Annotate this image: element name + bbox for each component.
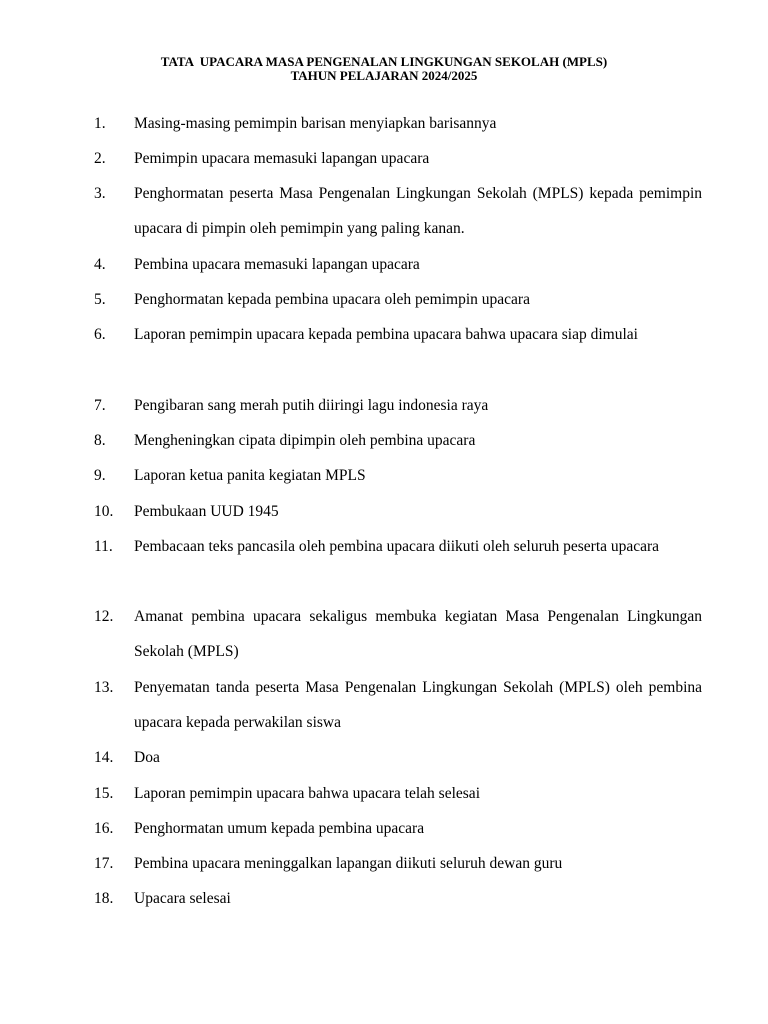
list-item-number: 13. (94, 679, 114, 696)
list-item-text: Penghormatan umum kepada pembina upacara (134, 820, 425, 837)
list-item-number: 10. (94, 503, 114, 520)
list-item-number: 8. (94, 432, 106, 449)
list-item-number: 5. (94, 291, 106, 308)
list-item-text: Pembacaan teks pancasila oleh pembina upacara diikuti oleh seluruh peserta upacara (134, 538, 660, 555)
list-item-text: Penyematan tanda peserta Masa Pengenalan Lingkungan Sekolah (MPLS) oleh pembina upacara kepada perwakilan siswa (134, 679, 702, 732)
list-item-number: 9. (94, 467, 106, 484)
list-item-number: 2. (94, 150, 106, 167)
list-item-number: 11. (94, 538, 113, 555)
list-item-text: Mengheningkan cipata dipimpin oleh pembina upacara (134, 432, 476, 449)
list-item-text: Pengibaran sang merah putih diiringi lagu indonesia raya (134, 397, 489, 414)
list-item-number: 12. (94, 608, 114, 625)
list-item-number: 16. (94, 820, 114, 837)
list-item-number: 18. (94, 890, 114, 907)
list-item-number: 1. (94, 115, 106, 132)
list-item-number: 15. (94, 785, 114, 802)
list-item-number: 14. (94, 749, 114, 766)
document-title: TATA UPACARA MASA PENGENALAN LINGKUNGAN SEKOLAH (MPLS) (160, 54, 608, 69)
list-item-number: 6. (94, 326, 106, 343)
list-item-number: 4. (94, 256, 106, 273)
list-item-text: Doa (134, 749, 160, 766)
list-item-text: Masing-masing pemimpin barisan menyiapkan barisannya (134, 115, 497, 132)
list-item-text: Upacara selesai (134, 890, 231, 907)
list-item-text: Pembina upacara memasuki lapangan upacara (134, 256, 420, 273)
list-item-text: Pembina upacara meninggalkan lapangan diikuti seluruh dewan guru (134, 855, 563, 872)
list-item-text: Pemimpin upacara memasuki lapangan upacara (134, 150, 430, 167)
list-item-number: 7. (94, 397, 106, 414)
list-item-number: 3. (94, 185, 106, 202)
list-item-text: Laporan ketua panita kegiatan MPLS (134, 467, 366, 484)
list-item-text: Penghormatan kepada pembina upacara oleh pemimpin upacara (134, 291, 530, 308)
list-item-text: Laporan pemimpin upacara bahwa upacara telah selesai (134, 785, 480, 802)
list-item-text: Amanat pembina upacara sekaligus membuka kegiatan Masa Pengenalan Lingkungan Sekolah (MPLS) (134, 608, 702, 661)
list-item-text: Penghormatan peserta Masa Pengenalan Lingkungan Sekolah (MPLS) kepada pemimpin upacara di pimpin oleh pemimpin yang paling kanan. (134, 185, 702, 238)
document-subtitle: TAHUN PELAJARAN 2024/2025 (290, 68, 478, 83)
list-item-text: Pembukaan UUD 1945 (134, 503, 279, 520)
list-item-text: Laporan pemimpin upacara kepada pembina upacara bahwa upacara siap dimulai (134, 326, 638, 343)
list-item-number: 17. (94, 855, 114, 872)
